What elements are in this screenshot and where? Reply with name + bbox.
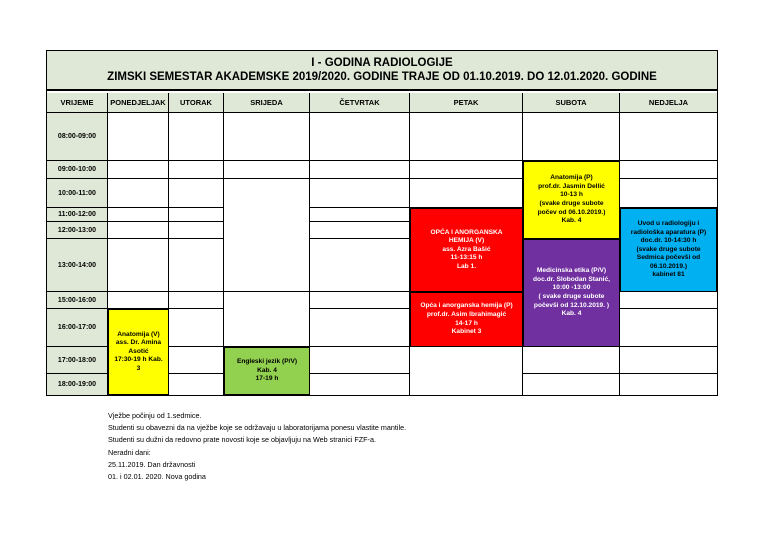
grid-cell (169, 374, 224, 395)
event-line: (svake druge subote (539, 200, 604, 207)
event-chemistry-exercise (410, 208, 523, 292)
event-line: Medicinska etika (P/V) (536, 267, 607, 275)
note-line: 25.11.2019. Dan državnosti (108, 459, 196, 469)
grid-cell (108, 222, 169, 239)
grid-cell (410, 179, 523, 208)
notes-section (108, 410, 406, 483)
event-line: radiološka aparatura (P) (630, 228, 707, 236)
time-slot: 18:00-19:00 (47, 374, 108, 395)
grid-cell (620, 309, 717, 347)
grid-cell (169, 208, 224, 222)
grid-cell (620, 292, 717, 309)
grid-cell (310, 309, 410, 347)
grid-cell (108, 179, 169, 208)
event-line: počev od 06.10.2019.) (537, 208, 606, 216)
event-line: Asotić (128, 347, 149, 355)
time-slot: 16:00-17:00 (47, 309, 108, 347)
event-line: Kab. 4 (257, 366, 277, 374)
grid-cell (523, 347, 620, 374)
event-line: 3 (136, 364, 141, 372)
event-line: prof.dr. Asim Ibrahimagić (426, 310, 507, 318)
event-line: počevši od 12.10.2019. ) (533, 301, 610, 309)
event-line: Kab. 4 (561, 310, 582, 318)
event-line: OPĆA I ANORGANSKA (430, 228, 503, 236)
event-line: 17:30-19 h Kab. (114, 356, 163, 364)
header-monday: PONEDJELJAK (108, 93, 169, 113)
event-line: Uvod u radiologiju i (637, 219, 700, 227)
grid-cell (224, 179, 310, 292)
header-saturday: SUBOTA (523, 93, 620, 113)
grid-cell (169, 347, 224, 374)
event-anatomy-exercise (108, 309, 169, 395)
event-line: 14-17 h (455, 319, 478, 327)
event-line: Kabinet 3 (451, 328, 482, 336)
grid-cell (310, 208, 410, 222)
grid-cell (169, 292, 224, 309)
event-line: 10:00 -13:00 (552, 284, 591, 292)
time-slot: 17:00-18:00 (47, 347, 108, 374)
header-sunday: NEDJELJA (620, 93, 717, 113)
grid-cell (620, 161, 717, 179)
grid-cell (620, 179, 717, 208)
grid-cell (310, 292, 410, 309)
grid-cell (410, 161, 523, 179)
grid-cell (224, 292, 310, 347)
event-line: ass. Dr. Amina (115, 339, 162, 347)
event-english (224, 347, 310, 395)
grid-cell (169, 239, 224, 292)
header-wednesday: SRIJEDA (224, 93, 310, 113)
grid-cell (310, 222, 410, 239)
grid-cell (169, 222, 224, 239)
grid-cell (620, 374, 717, 395)
grid-cell (169, 113, 224, 161)
header-friday: PETAK (410, 93, 523, 113)
grid-cell (108, 239, 169, 292)
event-line: doc.dr. Slobodan Stanić, (533, 275, 610, 283)
grid-cell (410, 347, 523, 395)
grid-cell (310, 239, 410, 292)
grid-cell (108, 208, 169, 222)
grid-cell (108, 292, 169, 309)
grid-cell (310, 113, 410, 161)
event-line: doc.dr. 10-14:30 h (640, 237, 697, 245)
header-time: VRIJEME (47, 93, 108, 113)
note-line: Studenti su dužni da redovno prate novosti koje se objavljuju na Web stranici FZF-a. (108, 435, 376, 445)
grid-cell (310, 374, 410, 395)
time-slot: 12:00-13:00 (47, 222, 108, 239)
grid-cell (108, 161, 169, 179)
time-slot: 09:00-10:00 (47, 161, 108, 179)
event-line: 10-13 h (560, 191, 583, 199)
grid-cell (169, 161, 224, 179)
event-line: (svake druge subote (636, 245, 701, 253)
event-chemistry-lecture (410, 292, 523, 347)
event-line: kabinet 81 (652, 271, 685, 279)
grid-cell (108, 113, 169, 161)
time-slot: 08:00-09:00 (47, 113, 108, 161)
grid-cell (169, 179, 224, 208)
schedule-title (47, 51, 717, 91)
grid-cell (224, 161, 310, 179)
event-line: Sedmica počevši od 06.10.2019.) (636, 254, 701, 270)
event-line: Opća i anorganska hemija (P) (420, 302, 513, 310)
event-medical-ethics (523, 239, 620, 347)
grid-cell (310, 161, 410, 179)
grid-cell (310, 347, 410, 374)
event-line: Anatomija (P) (550, 174, 593, 182)
note-line: Vježbe počinju od 1.sedmice. (108, 411, 202, 420)
title-line-1: I - GODINA RADIOLOGIJE (311, 57, 453, 69)
event-intro-radiology (620, 208, 717, 292)
note-line: 01. i 02.01. 2020. Nova godina (108, 472, 206, 482)
grid-cell (523, 113, 620, 161)
note-line: Studenti su obavezni da na vježbe koje se održavaju u laboratorijama ponesu vlastite mantile. (108, 423, 407, 433)
schedule-table (46, 50, 718, 396)
title-line-2: ZIMSKI SEMESTAR AKADEMSKE 2019/2020. GODINE TRAJE OD 01.10.2019. DO 12.01.2020. GODINE (107, 71, 657, 83)
event-line: Lab 1. (456, 262, 477, 270)
grid-cell (169, 309, 224, 347)
event-line: 17-19 h (255, 375, 279, 383)
event-line: ass. Azra Bašić (442, 245, 491, 253)
event-line: 11-13:15 h (450, 254, 483, 262)
event-line: Engleski jezik (P/V) (236, 358, 298, 366)
event-line: Kab. 4 (561, 217, 582, 225)
grid-cell (620, 347, 717, 374)
header-thursday: ČETVRTAK (310, 93, 410, 113)
grid-cell (410, 113, 523, 161)
event-anatomy-lecture (523, 161, 620, 239)
time-slot: 15:00-16:00 (47, 292, 108, 309)
note-line: Neradni dani: (108, 447, 151, 457)
event-line: HEMIJA (V) (448, 237, 485, 245)
time-slot: 10:00-11:00 (47, 179, 108, 208)
grid-cell (523, 374, 620, 395)
grid-cell (224, 113, 310, 161)
grid-cell (620, 113, 717, 161)
header-tuesday: UTORAK (169, 93, 224, 113)
event-line: prof.dr. Jasmin Dellić (538, 182, 605, 190)
time-slot: 13:00-14:00 (47, 239, 108, 292)
event-line: ( svake druge subote (538, 293, 605, 300)
event-line: Anatomija (V) (117, 330, 160, 338)
grid-cell (310, 179, 410, 208)
time-slot: 11:00-12:00 (47, 208, 108, 222)
